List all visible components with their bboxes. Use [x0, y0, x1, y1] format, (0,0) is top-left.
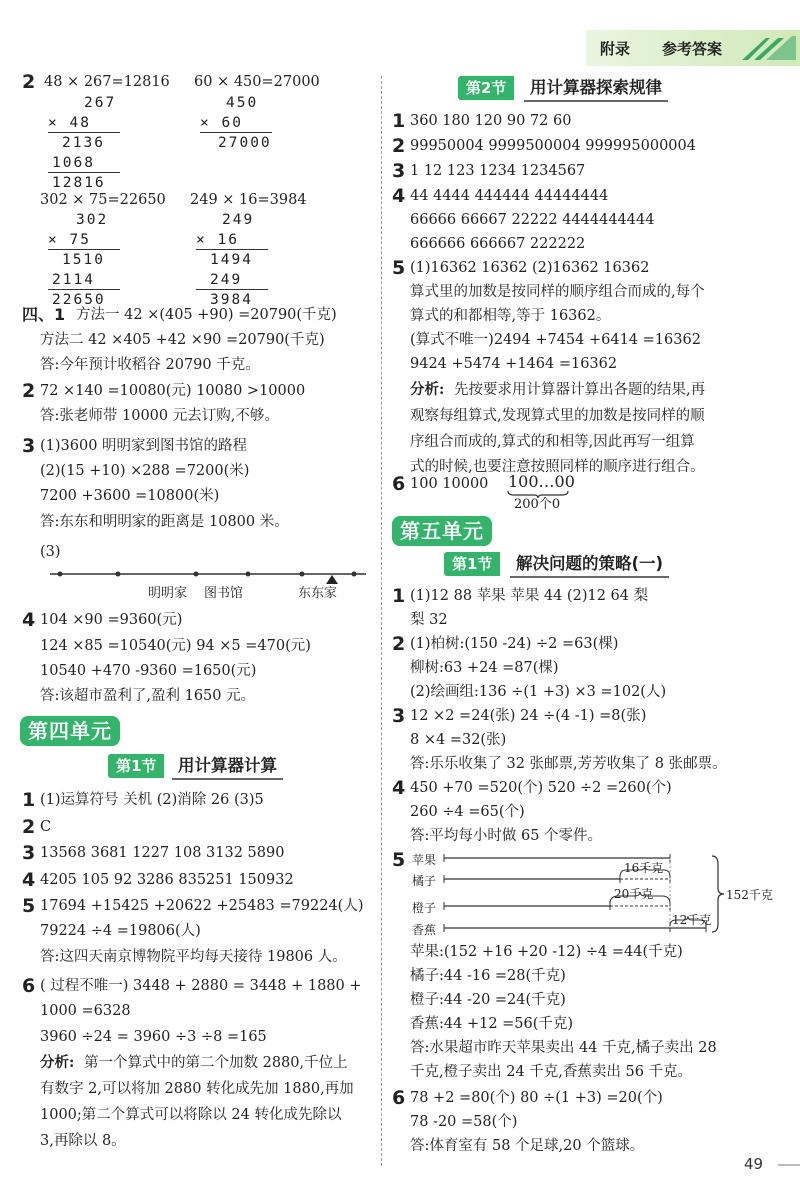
r6-count: 200个0 [514, 497, 561, 512]
v2-line1: (1)柏树:(150 -24) ÷2 =63(棵) [410, 636, 619, 652]
diagram-label-orange: 橘子 [412, 874, 437, 888]
v6-number: 6 [392, 1087, 406, 1109]
r5-analysis-label: 分析: [410, 381, 445, 398]
r4-line3: 666666 666667 222222 [410, 236, 586, 252]
s4q3-line1: (1)3600 明明家到图书馆的路程 [40, 438, 248, 454]
v5-line2: 橘子:44 -16 =28(千克) [410, 968, 566, 984]
v1-line1: (1)12 88 苹果 苹果 44 (2)12 64 梨 [410, 588, 649, 604]
s4q4-number: 4 [22, 609, 36, 631]
r5-line4: (算式不唯一)2494 +7454 +6414 =16362 [410, 332, 701, 348]
r4-line2: 66666 66667 22222 4444444444 [410, 212, 655, 228]
u4q5-number: 5 [22, 895, 36, 917]
s4q4-line1: 104 ×90 =9360(元) [40, 612, 183, 628]
calc-d-line3: 1494 [210, 252, 253, 268]
calc-c-line5: 22650 [52, 292, 106, 308]
s4q2-line2: 答:张老师带 10000 元去订购,不够。 [40, 408, 279, 424]
u4q6-analysis-4: 3,再除以 8。 [40, 1133, 126, 1149]
u4q2-number: 2 [22, 816, 36, 838]
u4q4-text: 4205 105 92 3286 835251 150932 [40, 872, 294, 888]
u4q4-number: 4 [22, 869, 36, 891]
u4q6-analysis-1: 第一个算式中的第二个加数 2880,千位上 [84, 1055, 348, 1071]
v2-number: 2 [392, 633, 406, 655]
calc-a-line1: 267 [84, 95, 117, 111]
r1-number: 1 [392, 110, 406, 132]
calc-c-line4: 2114 [52, 272, 95, 288]
header-appendix: 附录 [600, 40, 631, 58]
v2-line2: 柳树:63 +24 =87(棵) [410, 660, 559, 676]
calc-b-line1: 450 [226, 95, 259, 111]
r4-number: 4 [392, 185, 406, 207]
u4q1-text: (1)运算符号 关机 (2)消除 26 (3)5 [40, 792, 264, 808]
unit4-section-badge: 第1节 [108, 754, 164, 778]
v4-line1: 450 +70 =520(个) 520 ÷2 =260(个) [410, 780, 672, 796]
r2-text: 99950004 9999500004 999995000004 [410, 138, 696, 154]
s4q3-line2: (2)(15 +10) ×288 =7200(米) [40, 463, 250, 479]
u4q2-text: C [40, 819, 52, 835]
line-label-library: 图书馆 [204, 586, 244, 601]
v2-line3: (2)绘画组:136 ÷(1 +3) ×3 =102(人) [410, 684, 667, 700]
calc-c-line1: 302 [76, 212, 109, 228]
calc-a-equation: 48 × 267=12816 [44, 74, 170, 90]
u4q6-line2: 1000 =6328 [40, 1003, 131, 1019]
v6-line3: 答:体育室有 58 个足球,20 个篮球。 [410, 1138, 645, 1154]
u4q6-analysis-label: 分析: [40, 1054, 75, 1071]
sec2-badge: 第2节 [458, 76, 514, 100]
s4q3-line5: (3) [40, 544, 61, 560]
s4q3-line3: 7200 +3600 =10800(米) [40, 488, 220, 504]
r5-line5: 9424 +5474 +1464 =16362 [410, 356, 618, 372]
u4q6-analysis-2: 有数字 2,可以将加 2880 转化成先加 1880,再加 [40, 1081, 354, 1097]
v6-line2: 78 -20 =58(个) [410, 1114, 518, 1130]
r5-analysis-4: 式的时候,也要注意按照同样的顺序进行组合。 [410, 459, 705, 475]
calc-b-line2: × 60 [200, 115, 243, 131]
distance-line [48, 566, 368, 586]
s4-label: 四、1 [22, 305, 66, 324]
v3-number: 3 [392, 705, 406, 727]
v5-line5: 答:水果超市昨天苹果卖出 44 千克,橘子卖出 28 [410, 1040, 717, 1056]
u4q1-number: 1 [22, 789, 36, 811]
u4q3-number: 3 [22, 842, 36, 864]
calc-c-line3: 1510 [62, 252, 105, 268]
calc-a-line4: 1068 [52, 155, 95, 171]
v1-line2: 梨 32 [410, 612, 448, 628]
u4q6-analysis-3: 1000;第二个算式可以将除以 24 转化成先除以 [40, 1107, 342, 1123]
calc-d-line5: 3984 [210, 292, 253, 308]
diagram-label-total: 152千克 [726, 888, 773, 902]
q2-number: 2 [22, 71, 36, 93]
r4-line1: 44 4444 444444 44444444 [410, 188, 609, 204]
v6-line1: 78 +2 =80(个) 80 ÷(1 +3) =20(个) [410, 1090, 663, 1106]
s4-line2: 方法二 42 ×405 +42 ×90 =20790(千克) [40, 332, 325, 348]
v5-line4: 香蕉:44 +12 =56(千克) [410, 1016, 574, 1032]
calc-a-line3: 2136 [62, 135, 105, 151]
calc-b-line3: 27000 [218, 135, 272, 151]
u4q6-line3: 3960 ÷24 = 3960 ÷3 ÷8 =165 [40, 1029, 267, 1045]
r5-number: 5 [392, 257, 406, 279]
u4q3-text: 13568 3681 1227 108 3132 5890 [40, 845, 285, 861]
v4-line3: 答:平均每小时做 65 个零件。 [410, 828, 603, 844]
r3-number: 3 [392, 160, 406, 182]
diagram-label-apple: 苹果 [412, 853, 437, 867]
header-answers: 参考答案 [662, 40, 723, 58]
r6-zeros: 100…00 [508, 472, 575, 491]
column-divider [381, 76, 382, 1166]
calc-d-equation: 249 × 16=3984 [190, 192, 307, 208]
v3-line1: 12 ×2 =24(张) 24 ÷(4 -1) =8(张) [410, 708, 647, 724]
s4q2-number: 2 [22, 380, 36, 402]
unit5-section-title: 解决问题的策略(一) [510, 552, 669, 578]
r6-text: 100 10000 [410, 476, 489, 492]
calc-a-line5: 12816 [52, 175, 106, 191]
diagram-label-16kg: 16千克 [624, 861, 664, 875]
line-label-dongdong: 东东家 [298, 586, 338, 601]
r5-line2: 算式里的加数是按同样的顺序组合而成的,每个 [410, 284, 705, 300]
r2-number: 2 [392, 135, 406, 157]
r5-analysis-1: 先按要求用计算器计算出各题的结果,再 [454, 382, 706, 398]
r5-analysis-3: 序组合而成的,算式的和相等,因此再写一组算 [410, 434, 695, 450]
v5-line3: 橙子:44 -20 =24(千克) [410, 992, 566, 1008]
v1-number: 1 [392, 585, 406, 607]
r5-analysis-2: 观察每组算式,发现算式里的加数是按同样的顺 [410, 408, 705, 424]
r3-text: 1 12 123 1234 1234567 [410, 163, 586, 179]
u4q6-line1: ( 过程不唯一) 3448 + 2880 = 3448 + 1880 + [40, 978, 362, 994]
unit4-title: 第四单元 [20, 716, 120, 746]
u4q5-line1: 17694 +15425 +20622 +25483 =79224(人) [40, 898, 364, 914]
page-number-rule [778, 1164, 800, 1166]
r1-text: 360 180 120 90 72 60 [410, 113, 572, 129]
s4-line3: 答:今年预计收稻谷 20790 千克。 [40, 357, 260, 373]
calc-b-equation: 60 × 450=27000 [194, 74, 320, 90]
s4q3-number: 3 [22, 435, 36, 457]
s4q4-line4: 答:该超市盈利了,盈利 1650 元。 [40, 688, 256, 704]
u4q5-line3: 答:这四天南京博物院平均每天接待 19806 人。 [40, 949, 347, 965]
s4q4-line2: 124 ×85 =10540(元) 94 ×5 =470(元) [40, 638, 311, 654]
calc-a-line2: × 48 [48, 115, 91, 131]
unit5-title: 第五单元 [392, 516, 492, 546]
diagram-label-banana: 香蕉 [412, 923, 437, 937]
s4-line1: 方法一 42 ×(405 +90) =20790(千克) [76, 307, 337, 323]
v4-line2: 260 ÷4 =65(个) [410, 804, 525, 820]
calc-d-line2: × 16 [196, 232, 239, 248]
s4q4-line3: 10540 +470 -9360 =1650(元) [40, 663, 257, 679]
v3-line3: 答:乐乐收集了 32 张邮票,芳芳收集了 8 张邮票。 [410, 756, 727, 772]
unit4-section-title: 用计算器计算 [172, 754, 283, 780]
u4q5-line2: 79224 ÷4 =19806(人) [40, 923, 201, 939]
calc-d-line4: 249 [210, 272, 243, 288]
header-logo-icon [740, 34, 798, 62]
v5-number: 5 [392, 849, 406, 871]
s4q2-line1: 72 ×140 =10080(元) 10080 >10000 [40, 383, 306, 399]
r5-line3: 算式的和都相等,等于 16362。 [410, 308, 611, 324]
diagram-label-12kg: 12千克 [672, 913, 712, 927]
calc-c-equation: 302 × 75=22650 [40, 192, 166, 208]
fruit-segment-diagram [410, 848, 770, 938]
v5-line1: 苹果:(152 +16 +20 -12) ÷4 =44(千克) [410, 944, 683, 960]
calc-c-line2: × 75 [48, 232, 91, 248]
unit5-section-badge: 第1节 [444, 552, 500, 576]
u4q6-number: 6 [22, 975, 36, 997]
v5-line6: 千克,橙子卖出 24 千克,香蕉卖出 56 千克。 [410, 1064, 693, 1080]
calc-d-line1: 249 [222, 212, 255, 228]
r5-line1: (1)16362 16362 (2)16362 16362 [410, 260, 650, 276]
v4-number: 4 [392, 777, 406, 799]
diagram-label-orange2: 橙子 [412, 901, 437, 915]
sec2-title: 用计算器探索规律 [524, 76, 668, 102]
diagram-label-20kg: 20千克 [614, 887, 654, 901]
page-number: 49 [744, 1155, 764, 1173]
r6-number: 6 [392, 473, 406, 495]
s4q3-line4: 答:东东和明明家的距离是 10800 米。 [40, 514, 289, 530]
line-label-mingming: 明明家 [148, 586, 188, 601]
v3-line2: 8 ×4 =32(张) [410, 732, 507, 748]
